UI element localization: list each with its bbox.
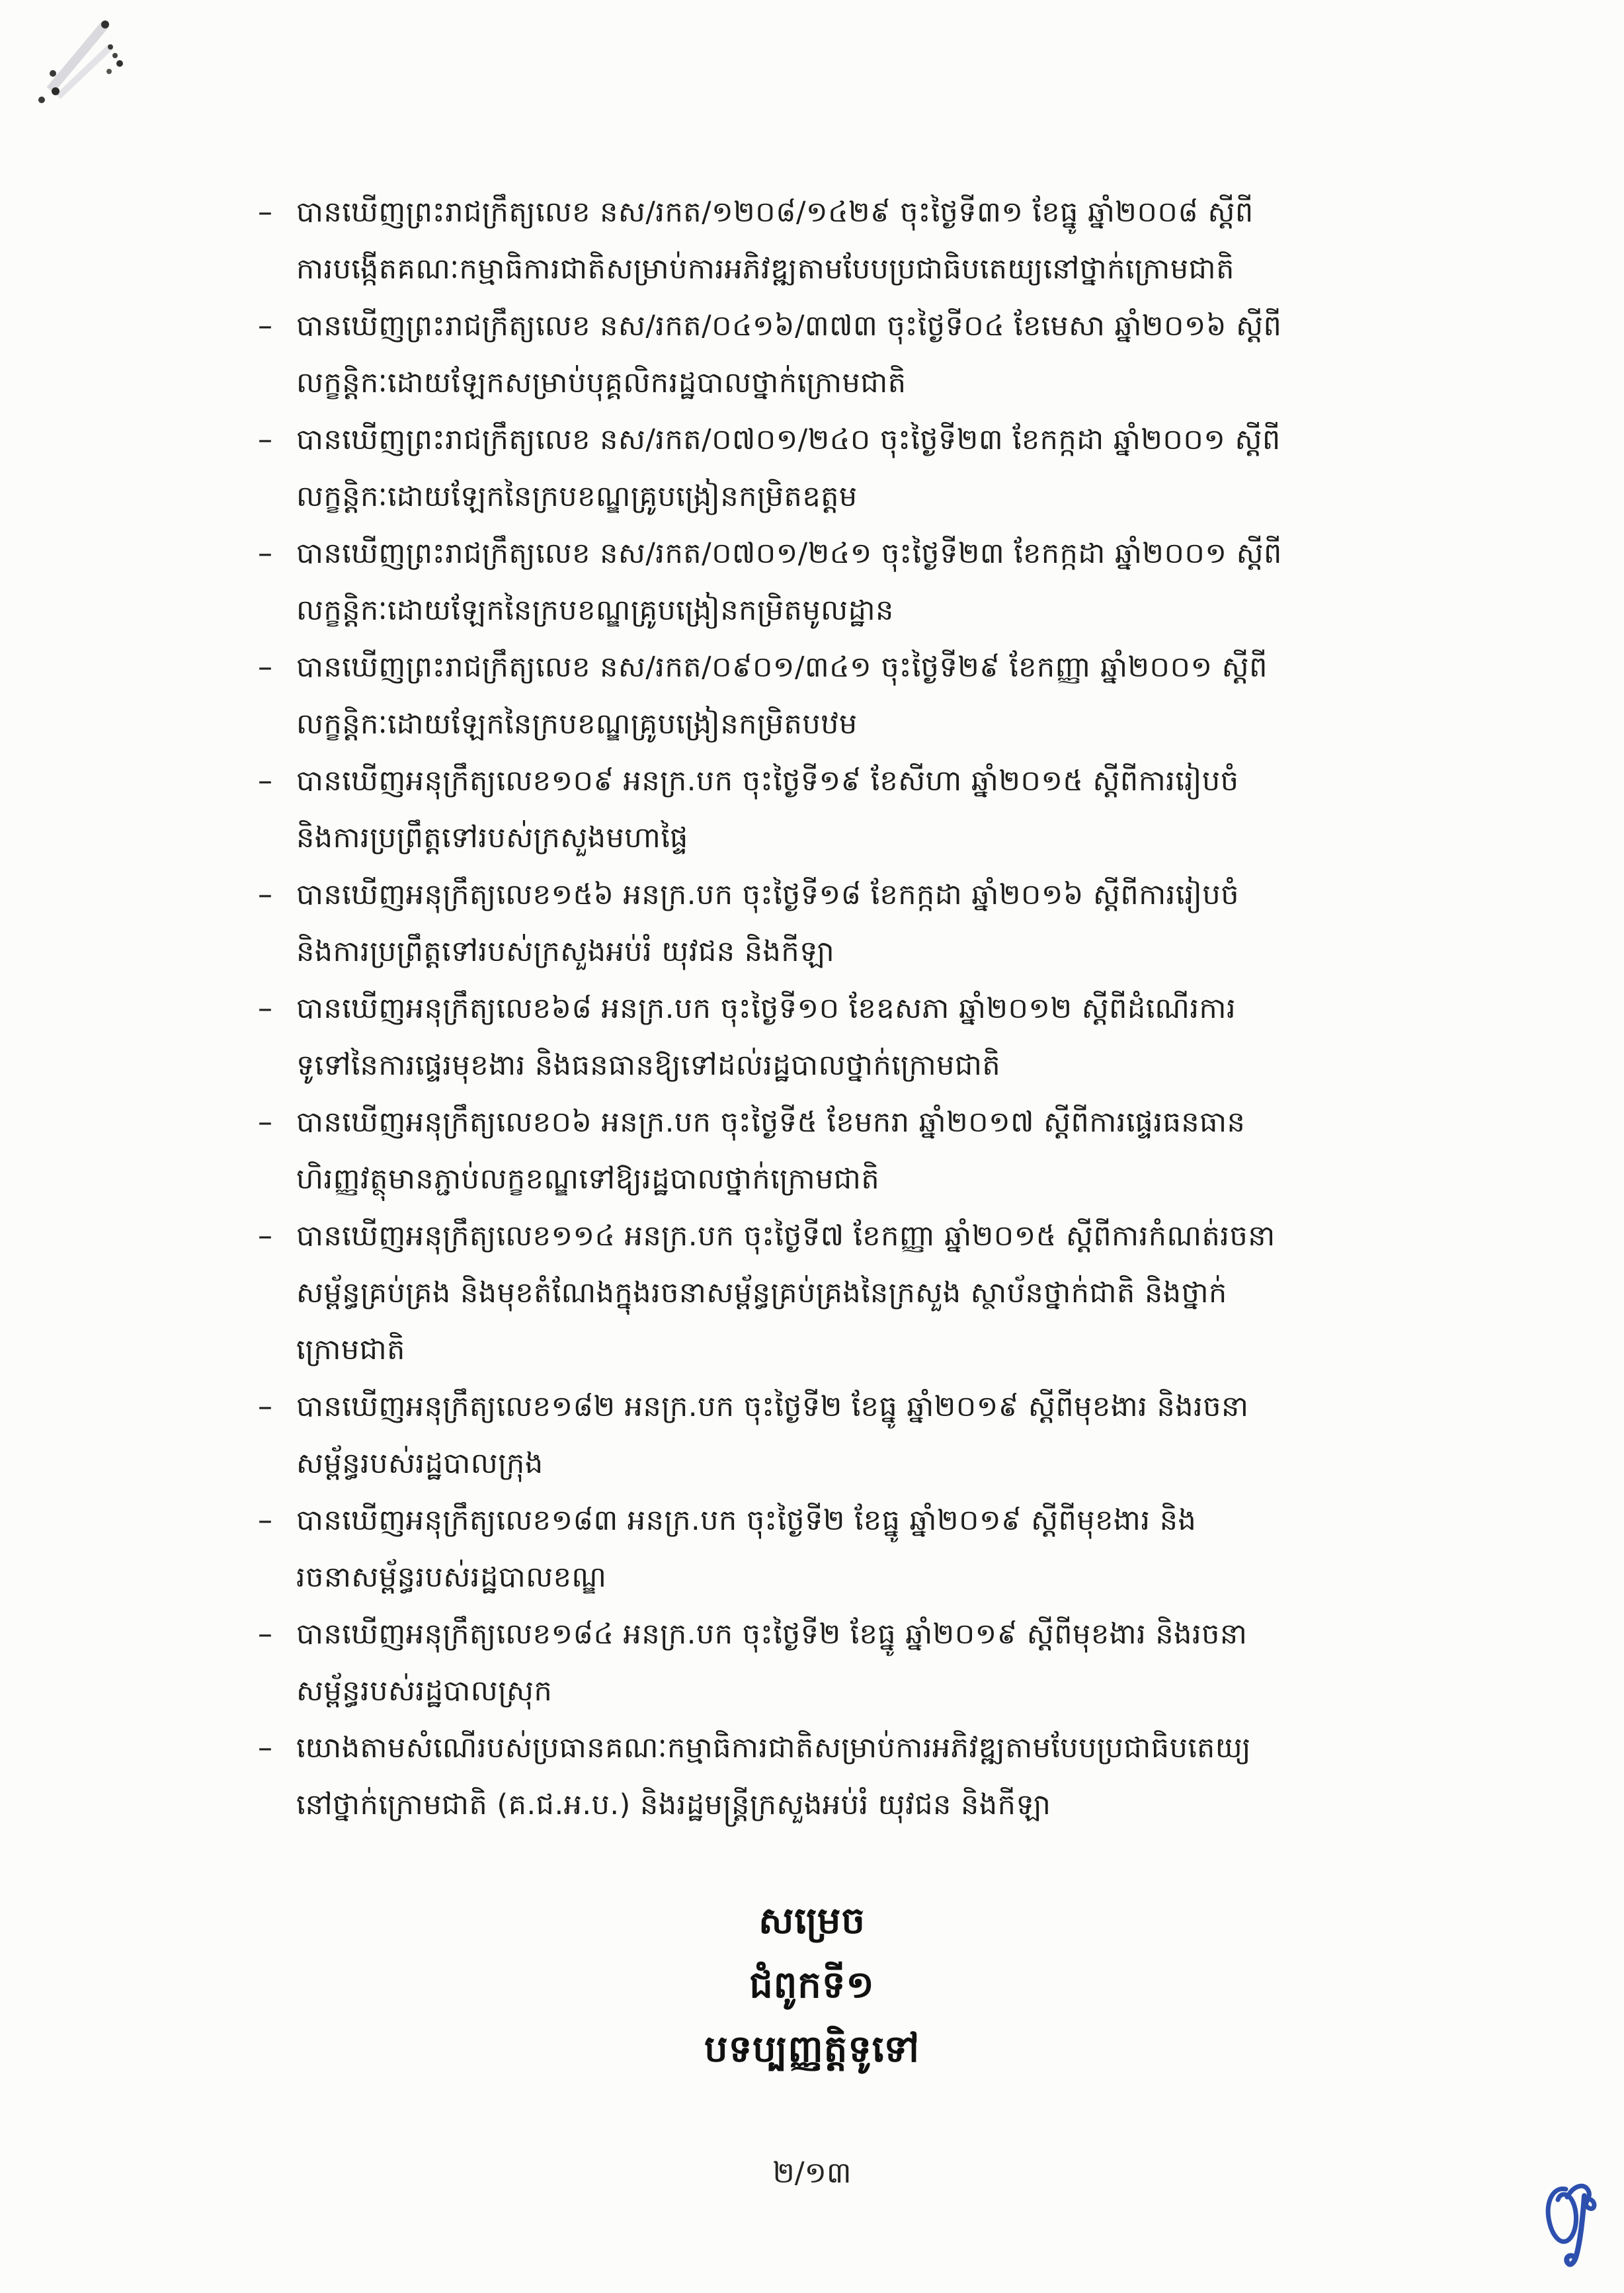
list-item [258, 411, 1485, 525]
list-item-dash: – [258, 1390, 272, 1423]
list-item-text [296, 1492, 1485, 1606]
text-line: បានឃើញព្រះរាជក្រឹត្យលេខ នស/រកត/០៩០១/៣៤១ ចុះថ្ងៃទី២៩ ខែកញ្ញា ឆ្នាំ២០០១ ស្តីពី [296, 651, 1268, 684]
text-line: យោងតាមសំណើរបស់ប្រធានគណៈកម្មាធិការជាតិសម្រាប់ការអភិវឌ្ឍតាមបែបប្រជាធិបតេយ្យ [296, 1731, 1252, 1765]
list-item-text [296, 980, 1485, 1094]
list-item [258, 866, 1485, 980]
list-item-dash: – [258, 309, 272, 343]
list-item-text [296, 411, 1485, 525]
list-item-dash: – [258, 764, 272, 798]
list-item [258, 298, 1485, 411]
list-item-text [296, 298, 1485, 411]
text-line: និងការប្រព្រឹត្តទៅរបស់ក្រសួងមហាផ្ទៃ [296, 821, 688, 855]
list-item-text [296, 753, 1485, 866]
list-item-dash: – [258, 1731, 272, 1765]
text-line: និងការប្រព្រឹត្តទៅរបស់ក្រសួងអប់រំ យុវជន និងកីឡា [296, 935, 835, 968]
list-item-dash: – [258, 1617, 272, 1651]
text-line: ការបង្កើតគណៈកម្មាធិការជាតិសម្រាប់ការអភិវឌ្ឍតាមបែបប្រជាធិបតេយ្យនៅថ្នាក់ក្រោមជាតិ [296, 253, 1235, 286]
signature-initial-icon [1541, 2177, 1607, 2276]
text-line: បានឃើញអនុក្រឹត្យលេខ១០៩ អនក្រ.បក ចុះថ្ងៃទី១៩ ខែសីហា ឆ្នាំ២០១៥ ស្តីពីការរៀបចំ [296, 765, 1239, 798]
text-line: នៅថ្នាក់ក្រោមជាតិ (គ.ជ.អ.ប.) និងរដ្ឋមន្ត្រីក្រសួងអប់រំ យុវជន និងកីឡា [296, 1788, 1051, 1821]
page-number: ២/១៣ [772, 2156, 852, 2190]
list-item [258, 753, 1485, 866]
list-item [258, 1094, 1485, 1208]
list-item [258, 1208, 1485, 1378]
text-line: លក្ខន្តិកៈដោយឡែកនៃក្របខណ្ឌគ្រូបង្រៀនកម្រិតមូលដ្ឋាន [296, 594, 894, 627]
staple-mark-icon [12, 5, 144, 124]
text-line: បានឃើញព្រះរាជក្រឹត្យលេខ នស/រកត/១២០៨/១៤២៩ ចុះថ្ងៃទី៣១ ខែធ្នូ ឆ្នាំ២០០៨ ស្តីពី [296, 196, 1254, 229]
decision-heading: សម្រេច [758, 1899, 866, 1942]
list-item-dash: – [258, 650, 272, 684]
list-item-dash: – [258, 1105, 272, 1139]
list-item-text [296, 184, 1485, 298]
text-line: បានឃើញអនុក្រឹត្យលេខ១១៤ អនក្រ.បក ចុះថ្ងៃទី៧ ខែកញ្ញា ឆ្នាំ២០១៥ ស្តីពីការកំណត់រចនា [296, 1220, 1276, 1253]
list-item-text [296, 1720, 1485, 1833]
chapter-heading: ជំពូកទី១ [749, 1964, 875, 2007]
text-line: បានឃើញព្រះរាជក្រឹត្យលេខ នស/រកត/០៧០១/២៤០ ចុះថ្ងៃទី២៣ ខែកក្កដា ឆ្នាំ២០០១ ស្តីពី [296, 423, 1281, 456]
list-item-dash: – [258, 1503, 272, 1537]
text-line: ហិរញ្ញវត្ថុមានភ្ជាប់លក្ខខណ្ឌទៅឱ្យរដ្ឋបាលថ្នាក់ក្រោមជាតិ [296, 1163, 880, 1196]
list-item [258, 1606, 1485, 1720]
text-line: ក្រោមជាតិ [296, 1333, 405, 1366]
list-item [258, 980, 1485, 1094]
text-line: រចនាសម្ព័ន្ធរបស់រដ្ឋបាលខណ្ឌ [296, 1561, 607, 1594]
list-item-text [296, 639, 1485, 753]
text-line: លក្ខន្តិកៈដោយឡែកសម្រាប់បុគ្គលិករដ្ឋបាលថ្នាក់ក្រោមជាតិ [296, 366, 907, 399]
text-line: បានឃើញអនុក្រឹត្យលេខ៦៨ អនក្រ.បក ចុះថ្ងៃទី១០ ខែឧសភា ឆ្នាំ២០១២ ស្តីពីដំណើរការ [296, 992, 1237, 1025]
text-line: បានឃើញអនុក្រឹត្យលេខ១៨៣ អនក្រ.បក ចុះថ្ងៃទី២ ខែធ្នូ ឆ្នាំ២០១៩ ស្តីពីមុខងារ និង [296, 1504, 1197, 1537]
text-line: លក្ខន្តិកៈដោយឡែកនៃក្របខណ្ឌគ្រូបង្រៀនកម្រិតបឋម [296, 708, 858, 741]
list-item-text [296, 525, 1485, 639]
list-item-text [296, 866, 1485, 980]
list-item [258, 1720, 1485, 1833]
list-item [258, 1378, 1485, 1492]
text-line: បានឃើញព្រះរាជក្រឹត្យលេខ នស/រកត/០៧០១/២៤១ ចុះថ្ងៃទី២៣ ខែកក្កដា ឆ្នាំ២០០១ ស្តីពី [296, 537, 1282, 570]
list-item-text [296, 1208, 1485, 1378]
list-item [258, 639, 1485, 753]
list-item [258, 525, 1485, 639]
text-line: បានឃើញព្រះរាជក្រឹត្យលេខ នស/រកត/០៤១៦/៣៧៣ ចុះថ្ងៃទី០៤ ខែមេសា ឆ្នាំ២០១៦ ស្តីពី [296, 310, 1282, 343]
list-item-text [296, 1094, 1485, 1208]
text-line: សម្ព័ន្ធរបស់រដ្ឋបាលក្រុង [296, 1447, 544, 1480]
text-line: លក្ខន្តិកៈដោយឡែកនៃក្របខណ្ឌគ្រូបង្រៀនកម្រិតឧត្តម [296, 480, 858, 513]
list-item-text [296, 1378, 1485, 1492]
text-line: សម្ព័ន្ធគ្រប់គ្រង និងមុខតំណែងក្នុងរចនាសម្ព័ន្ធគ្រប់គ្រងនៃក្រសួង ស្ថាប័នថ្នាក់ជាតិ និងថ្នាក់ [296, 1276, 1227, 1310]
list-item-dash: – [258, 536, 272, 570]
text-line: បានឃើញអនុក្រឹត្យលេខ១៥៦ អនក្រ.បក ចុះថ្ងៃទី១៨ ខែកក្កដា ឆ្នាំ២០១៦ ស្តីពីការរៀបចំ [296, 878, 1240, 911]
list-item-dash: – [258, 878, 272, 911]
text-line: ទូទៅនៃការផ្ទេរមុខងារ និងធនធានឱ្យទៅដល់រដ្ឋបាលថ្នាក់ក្រោមជាតិ [296, 1049, 1001, 1082]
list-item-dash: – [258, 991, 272, 1025]
text-line: បានឃើញអនុក្រឹត្យលេខ០៦ អនក្រ.បក ចុះថ្ងៃទី៥ ខែមករា ឆ្នាំ២០១៧ ស្តីពីការផ្ទេរធនធាន [296, 1106, 1246, 1139]
headings-block [0, 1889, 1624, 2081]
section-heading: បទប្បញ្ញត្តិទូទៅ [704, 2028, 920, 2071]
list-item-dash: – [258, 1219, 272, 1253]
list-item [258, 1492, 1485, 1606]
recitals-list [258, 184, 1485, 1833]
list-item [258, 184, 1485, 298]
list-item-dash: – [258, 423, 272, 456]
list-item-text [296, 1606, 1485, 1720]
text-line: បានឃើញអនុក្រឹត្យលេខ១៨៤ អនក្រ.បក ចុះថ្ងៃទី២ ខែធ្នូ ឆ្នាំ២០១៩ ស្តីពីមុខងារ និងរចនា [296, 1618, 1248, 1651]
text-line: បានឃើញអនុក្រឹត្យលេខ១៨២ អនក្រ.បក ចុះថ្ងៃទី២ ខែធ្នូ ឆ្នាំ២០១៩ ស្តីពីមុខងារ និងរចនា [296, 1390, 1249, 1423]
text-line: សម្ព័ន្ធរបស់រដ្ឋបាលស្រុក [296, 1675, 553, 1708]
list-item-dash: – [258, 195, 272, 229]
